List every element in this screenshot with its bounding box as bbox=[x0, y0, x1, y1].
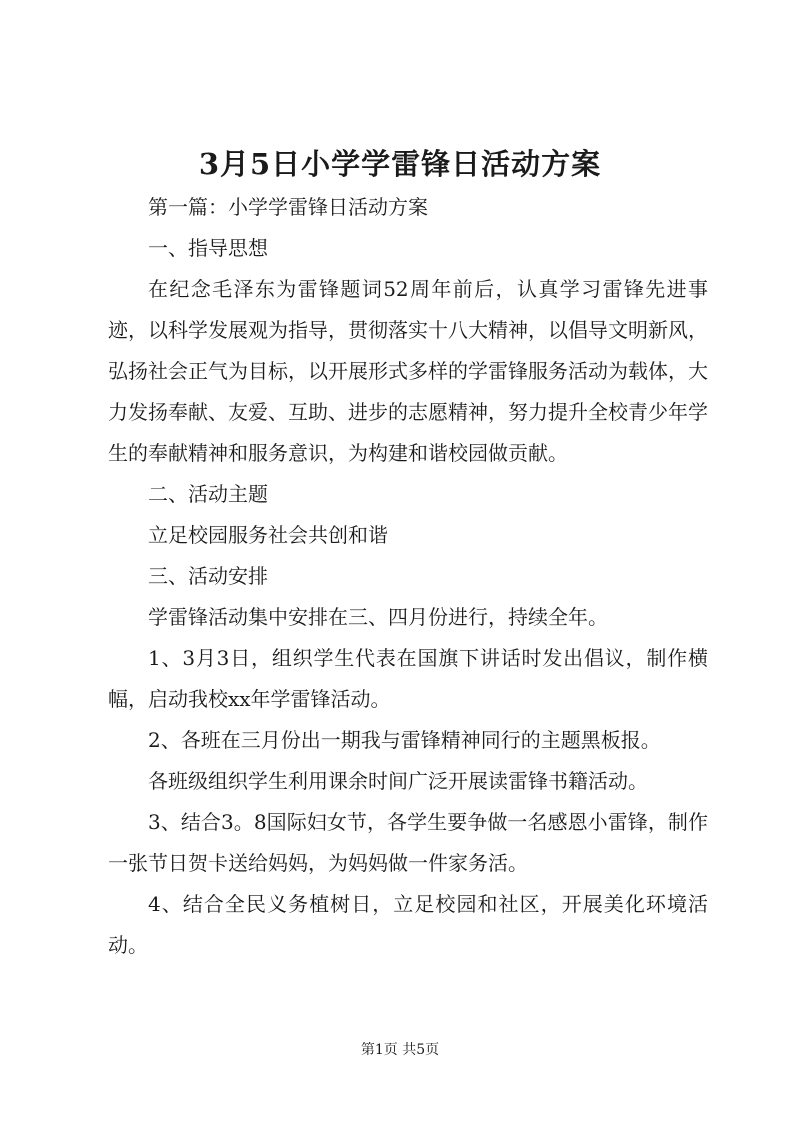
paragraph-activity-theme: 立足校园服务社会共创和谐 bbox=[148, 523, 388, 547]
paragraph-guiding-thought: 在纪念毛泽东为雷锋题词52周年前后，认真学习雷锋先进事迹，以科学发展观为指导，贯彻落实十八大精神，以倡导文明新风，弘扬社会正气为目标，以开展形式多样的学雷锋服务活动为载体，大力发扬奉献、友爱、互助、进步的志愿精神，努力提升全校青少年学生的奉献精神和服务意识，为构建和谐校园做贡献。 bbox=[108, 277, 708, 465]
section-heading-activity-arrangement: 三、活动安排 bbox=[148, 564, 268, 588]
section-heading-guiding-thought: 一、指导思想 bbox=[148, 236, 268, 260]
paragraph-item-2-extra: 各班级组织学生利用课余时间广泛开展读雷锋书籍活动。 bbox=[148, 769, 648, 793]
paragraph-item-2: 2、各班在三月份出一期我与雷锋精神同行的主题黑板报。 bbox=[148, 728, 661, 752]
section-heading-activity-theme: 二、活动主题 bbox=[148, 482, 268, 506]
paragraph-item-3: 3、结合3。8国际妇女节，各学生要争做一名感恩小雷锋，制作一张节日贺卡送给妈妈，为妈妈做一件家务活。 bbox=[108, 810, 708, 875]
section-heading-chapter: 第一篇：小学学雷锋日活动方案 bbox=[148, 195, 428, 219]
paragraph-item-1: 1、3月3日，组织学生代表在国旗下讲话时发出倡议，制作横幅，启动我校xx年学雷锋活动。 bbox=[108, 646, 708, 711]
page-number-footer: 第1页 共5页 bbox=[360, 1042, 440, 1058]
paragraph-arrangement-intro: 学雷锋活动集中安排在三、四月份进行，持续全年。 bbox=[148, 605, 608, 629]
document-title: 3月5日小学学雷锋日活动方案 bbox=[198, 147, 602, 181]
document-body bbox=[108, 187, 708, 966]
paragraph-item-4: 4、结合全民义务植树日，立足校园和社区，开展美化环境活动。 bbox=[108, 892, 708, 957]
